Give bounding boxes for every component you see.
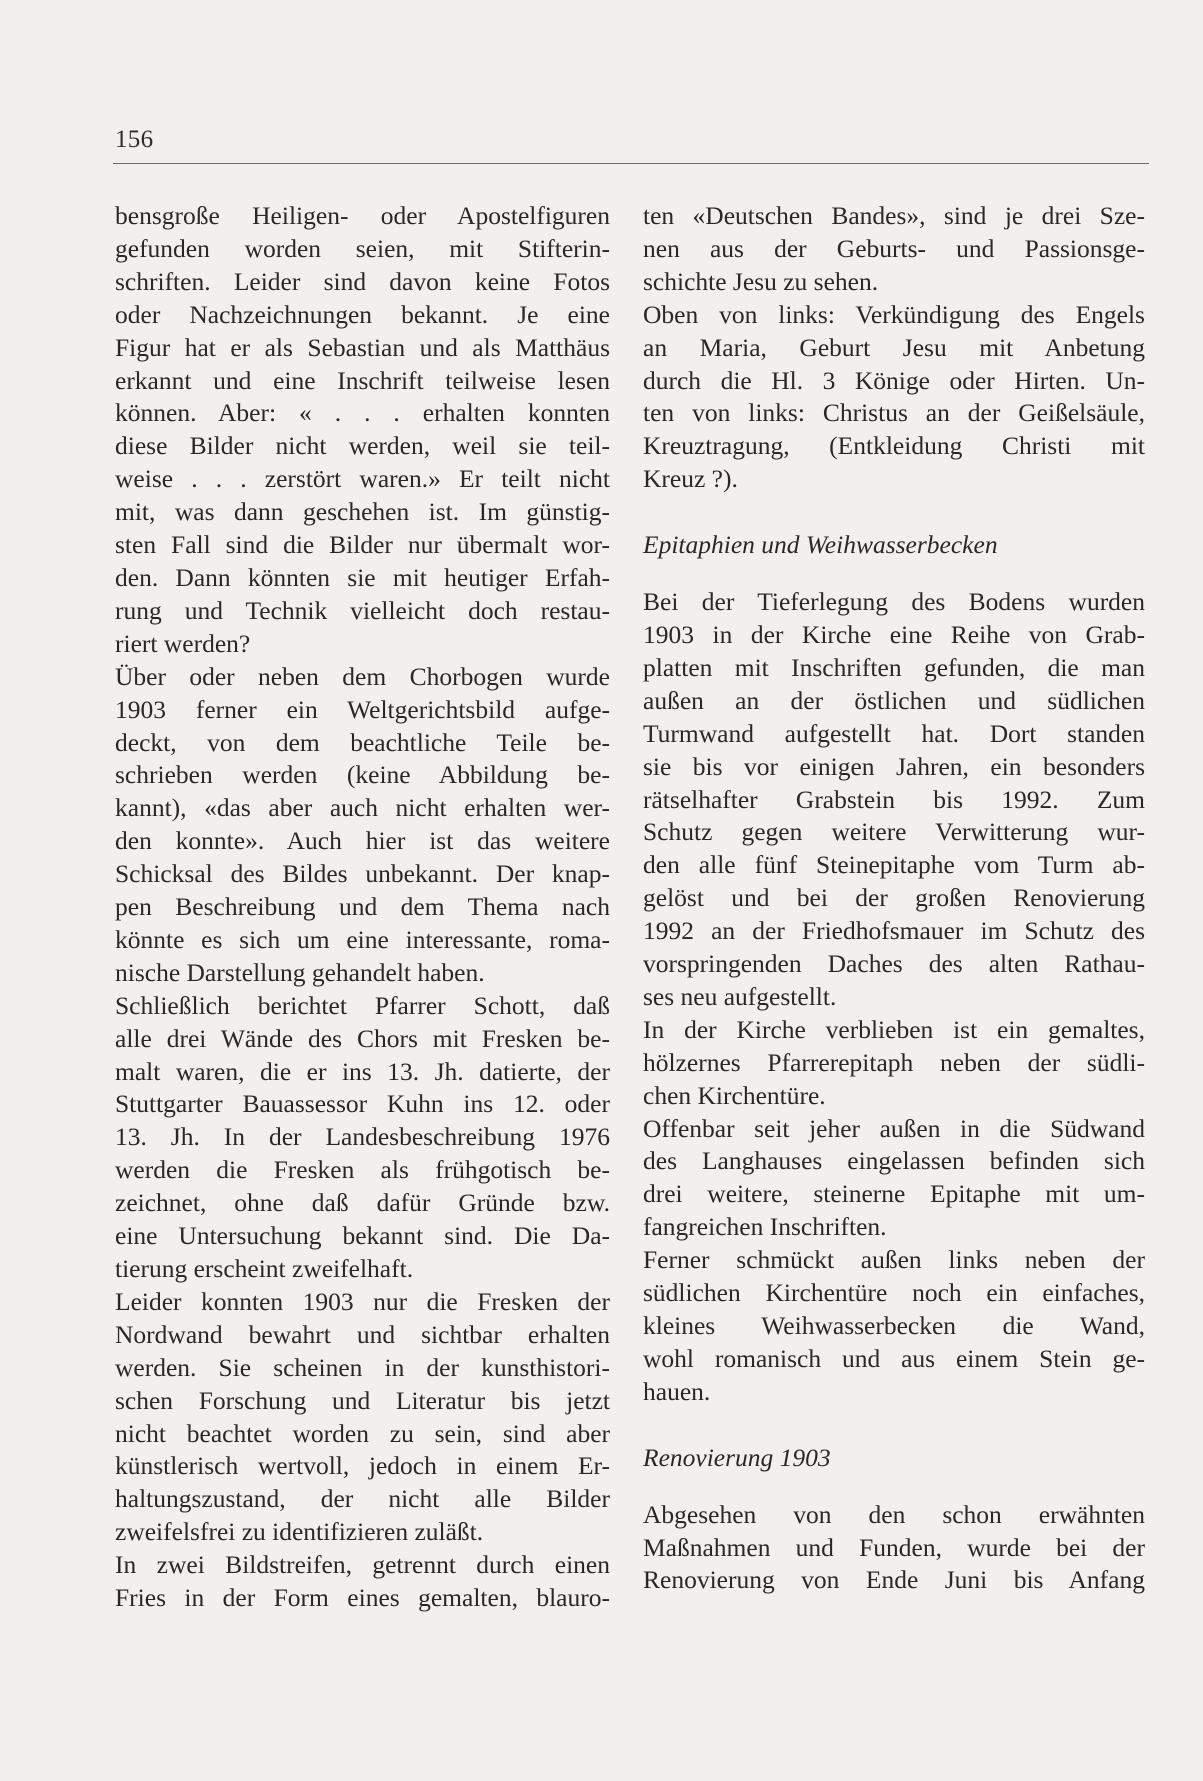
text-line: Schicksal des Bildes unbekannt. Der knap- bbox=[115, 859, 610, 889]
text-line: alle drei Wände des Chors mit Fresken be- bbox=[115, 1023, 610, 1053]
text-line: sie bis vor einigen Jahren, ein besonders bbox=[643, 751, 1145, 781]
text-line: durch die Hl. 3 Könige oder Hirten. Un- bbox=[643, 365, 1145, 395]
text-line: hölzernes Pfarrerepitaph neben der südli- bbox=[643, 1047, 1145, 1077]
text-line: Fries in der Form eines gemalten, blauro- bbox=[115, 1583, 610, 1613]
text-line: nische Darstellung gehandelt haben. bbox=[115, 957, 485, 987]
text-line: sten Fall sind die Bilder nur übermalt wor- bbox=[115, 530, 610, 560]
text-line: In zwei Bildstreifen, getrennt durch einen bbox=[115, 1550, 610, 1580]
text-line: schen Forschung und Literatur bis jetzt bbox=[115, 1385, 610, 1415]
text-line: südlichen Kirchentüre noch ein einfaches, bbox=[643, 1278, 1145, 1308]
text-line: erkannt und eine Inschrift teilweise lesen bbox=[115, 365, 610, 395]
body-paragraph bbox=[115, 200, 610, 661]
text-line: In der Kirche verblieben ist ein gemaltes, bbox=[643, 1014, 1145, 1044]
text-line: Schließlich berichtet Pfarrer Schott, daß bbox=[115, 990, 610, 1020]
text-line: Schutz gegen weitere Verwitterung wur- bbox=[643, 817, 1145, 847]
text-line: Ferner schmückt außen links neben der bbox=[643, 1245, 1145, 1275]
text-line: werden. Sie scheinen in der kunsthistori- bbox=[115, 1352, 610, 1382]
text-line: fangreichen Inschriften. bbox=[643, 1212, 887, 1242]
body-paragraph bbox=[643, 1244, 1145, 1409]
text-line: drei weitere, steinerne Epitaphe mit um- bbox=[643, 1179, 1145, 1209]
text-line: Renovierung von Ende Juni bis Anfang bbox=[643, 1565, 1145, 1595]
text-line: oder Nachzeichnungen bekannt. Je eine bbox=[115, 299, 610, 329]
text-line: Über oder neben dem Chorbogen wurde bbox=[115, 661, 610, 691]
page-number: 156 bbox=[115, 126, 154, 153]
text-line: hauen. bbox=[643, 1376, 711, 1406]
text-line: könnte es sich um eine interessante, roma- bbox=[115, 924, 610, 954]
body-paragraph bbox=[115, 990, 610, 1286]
section-heading-epitaphien: Epitaphien und Weihwasserbecken bbox=[643, 530, 998, 560]
body-paragraph bbox=[115, 661, 610, 990]
body-paragraph bbox=[643, 299, 1145, 496]
text-line: ses neu aufgestellt. bbox=[643, 981, 837, 1011]
text-line: außen an der östlichen und südlichen bbox=[643, 685, 1145, 715]
text-line: an Maria, Geburt Jesu mit Anbetung bbox=[643, 332, 1145, 362]
text-line: schichte Jesu zu sehen. bbox=[643, 266, 879, 296]
text-line: platten mit Inschriften gefunden, die man bbox=[643, 652, 1145, 682]
text-line: nen aus der Geburts- und Passionsge- bbox=[643, 233, 1145, 263]
right-column bbox=[643, 200, 1145, 1597]
text-line: nicht beachtet worden zu sein, sind aber bbox=[115, 1418, 610, 1448]
text-line: künstlerisch wertvoll, jedoch in einem Er- bbox=[115, 1451, 610, 1481]
text-line: pen Beschreibung und dem Thema nach bbox=[115, 892, 610, 922]
body-paragraph bbox=[115, 1549, 610, 1615]
text-line: Maßnahmen und Funden, wurde bei der bbox=[643, 1532, 1145, 1562]
text-line: den alle fünf Steinepitaphe vom Turm ab- bbox=[643, 850, 1145, 880]
text-line: Nordwand bewahrt und sichtbar erhalten bbox=[115, 1319, 610, 1349]
text-line: des Langhauses eingelassen befinden sich bbox=[643, 1146, 1145, 1176]
text-line: mit, was dann geschehen ist. Im günstig- bbox=[115, 497, 610, 527]
body-paragraph bbox=[643, 200, 1145, 299]
text-line: Figur hat er als Sebastian und als Matthäus bbox=[115, 332, 610, 362]
text-line: ten «Deutschen Bandes», sind je drei Sze- bbox=[643, 201, 1145, 230]
text-line: haltungszustand, der nicht alle Bilder bbox=[115, 1484, 610, 1514]
text-line: kleines Weihwasserbecken die Wand, bbox=[643, 1311, 1145, 1340]
section-heading-renovierung: Renovierung 1903 bbox=[643, 1442, 831, 1472]
text-line: zweifelsfrei zu identifizieren zuläßt. bbox=[115, 1517, 484, 1547]
text-line: rätselhafter Grabstein bis 1992. Zum bbox=[643, 784, 1145, 814]
text-line: deckt, von dem beachtliche Teile be- bbox=[115, 727, 610, 757]
text-line: chen Kirchentüre. bbox=[643, 1080, 826, 1110]
text-line: 1903 in der Kirche eine Reihe von Grab- bbox=[643, 619, 1145, 649]
body-paragraph bbox=[115, 1286, 610, 1549]
text-line: Stuttgarter Bauassessor Kuhn ins 12. oder bbox=[115, 1089, 610, 1119]
text-line: schriften. Leider sind davon keine Fotos bbox=[115, 266, 610, 296]
text-line: Offenbar seit jeher außen in die Südwand bbox=[643, 1113, 1145, 1143]
text-line: 13. Jh. In der Landesbeschreibung 1976 bbox=[115, 1122, 610, 1152]
text-line: riert werden? bbox=[115, 628, 251, 658]
text-line: Turmwand aufgestellt hat. Dort standen bbox=[643, 718, 1145, 748]
body-paragraph bbox=[643, 1499, 1145, 1598]
text-line: tierung erscheint zweifelhaft. bbox=[115, 1254, 414, 1283]
left-column bbox=[115, 200, 610, 1615]
text-line: rung und Technik vielleicht doch restau- bbox=[115, 595, 610, 625]
text-line: Oben von links: Verkündigung des Engels bbox=[643, 299, 1145, 329]
text-line: Kreuztragung, (Entkleidung Christi mit bbox=[643, 431, 1145, 461]
text-line: Kreuz ?). bbox=[643, 464, 738, 494]
text-line: vorspringenden Daches des alten Rathau- bbox=[643, 949, 1145, 979]
header-rule bbox=[113, 163, 1149, 164]
text-line: können. Aber: « . . . erhalten konnten bbox=[115, 398, 610, 428]
text-line: 1903 ferner ein Weltgerichtsbild aufge- bbox=[115, 694, 610, 724]
text-line: malt waren, die er ins 13. Jh. datierte, der bbox=[115, 1056, 610, 1086]
text-line: werden die Fresken als frühgotisch be- bbox=[115, 1155, 610, 1185]
text-line: eine Untersuchung bekannt sind. Die Da- bbox=[115, 1221, 610, 1251]
text-line: den. Dann könnten sie mit heutiger Erfah- bbox=[115, 562, 610, 592]
text-line: Abgesehen von den schon erwähnten bbox=[643, 1499, 1145, 1529]
text-line: 1992 an der Friedhofsmauer im Schutz des bbox=[643, 916, 1145, 946]
text-line: bensgroße Heiligen- oder Apostelfiguren bbox=[115, 201, 610, 230]
text-line: ten von links: Christus an der Geißelsäule, bbox=[643, 398, 1145, 428]
text-line: gelöst und bei der großen Renovierung bbox=[643, 883, 1145, 913]
body-paragraph bbox=[643, 586, 1145, 1014]
text-line: wohl romanisch und aus einem Stein ge- bbox=[643, 1343, 1145, 1373]
body-paragraph bbox=[643, 1014, 1145, 1113]
text-line: den konnte». Auch hier ist das weitere bbox=[115, 826, 610, 856]
text-line: Leider konnten 1903 nur die Fresken der bbox=[115, 1286, 610, 1316]
text-line: weise . . . zerstört waren.» Er teilt nicht bbox=[115, 464, 610, 494]
body-paragraph bbox=[643, 1113, 1145, 1245]
text-line: zeichnet, ohne daß dafür Gründe bzw. bbox=[115, 1188, 610, 1218]
text-line: schrieben werden (keine Abbildung be- bbox=[115, 760, 610, 790]
text-line: diese Bilder nicht werden, weil sie teil- bbox=[115, 431, 610, 461]
text-line: gefunden worden seien, mit Stifterin- bbox=[115, 233, 610, 263]
text-line: kannt), «das aber auch nicht erhalten wer- bbox=[115, 793, 610, 823]
text-line: Bei der Tieferlegung des Bodens wurden bbox=[643, 587, 1145, 617]
